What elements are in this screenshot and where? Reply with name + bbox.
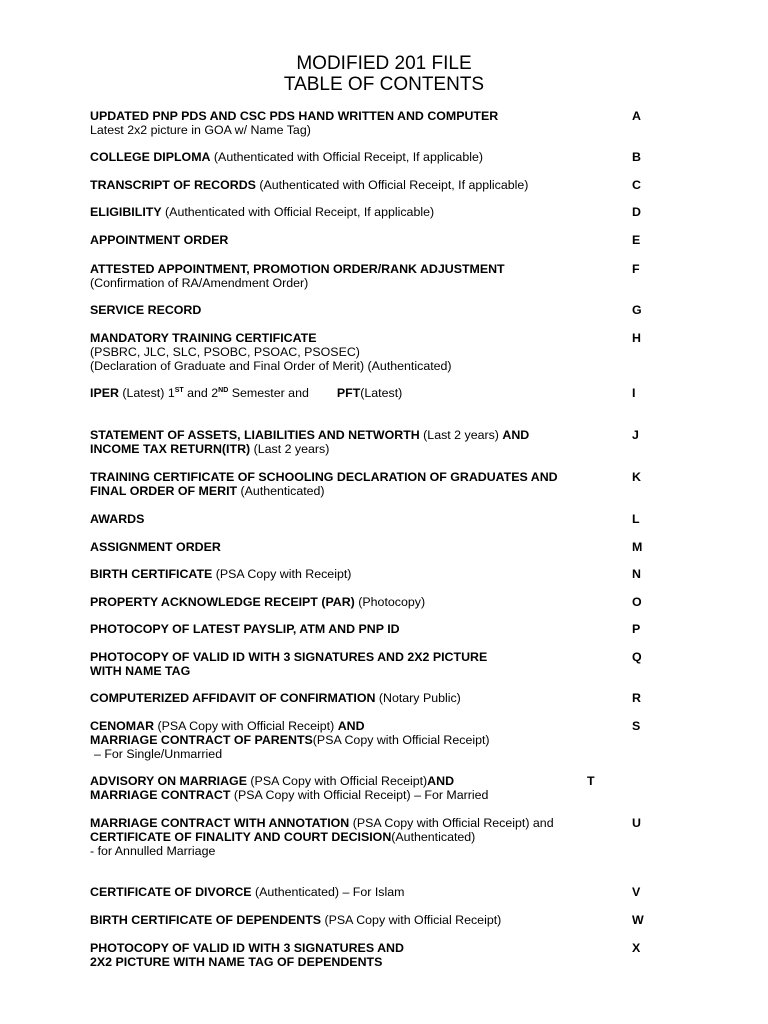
entry-detail: (Authenticated) — [240, 484, 325, 498]
entry-heading: SERVICE RECORD — [90, 303, 202, 317]
toc-entry-d — [90, 205, 620, 219]
entry-heading: CERTIFICATE OF DIVORCE — [90, 885, 252, 899]
document-subtitle: TABLE OF CONTENTS — [283, 74, 485, 95]
entry-detail: Semester and — [231, 386, 309, 400]
entry-detail: (PSA Copy with Official Receipt) — [324, 913, 502, 927]
toc-entry-f — [90, 262, 620, 290]
toc-letter-i: I — [632, 386, 636, 400]
toc-letter-k: K — [632, 470, 641, 484]
ordinal-suffix: ST — [174, 387, 184, 394]
toc-entry-t — [90, 774, 620, 802]
toc-entry-b — [90, 150, 620, 164]
entry-heading-2: MARRIAGE CONTRACT — [90, 788, 231, 802]
toc-letter-u: U — [632, 816, 641, 830]
toc-entry-j — [90, 428, 620, 456]
entry-detail-2: (Declaration of Graduate and Final Order of Merit) (Authenticated) — [90, 359, 452, 373]
entry-heading: BIRTH CERTIFICATE OF DEPENDENTS — [90, 913, 322, 927]
entry-heading-tail: AND — [502, 428, 530, 442]
entry-heading: AWARDS — [90, 512, 145, 526]
toc-entry-r — [90, 691, 620, 705]
entry-detail: (PSA Copy with Official Receipt) – For Married — [233, 788, 489, 802]
entry-detail: (Authenticated with Official Receipt, If applicable) — [165, 205, 435, 219]
entry-heading-2: MARRIAGE CONTRACT OF PARENTS — [90, 733, 313, 747]
entry-heading-2: FINAL ORDER OF MERIT — [90, 484, 238, 498]
toc-entry-p — [90, 622, 620, 636]
entry-heading: MARRIAGE CONTRACT WITH ANNOTATION — [90, 816, 350, 830]
toc-entry-e — [90, 233, 620, 247]
toc-entry-u — [90, 816, 620, 858]
toc-entry-v — [90, 885, 620, 899]
entry-heading: CENOMAR — [90, 719, 155, 733]
entry-heading-2: PFT — [336, 386, 361, 400]
toc-entry-h — [90, 331, 620, 373]
toc-letter-q: Q — [632, 650, 642, 664]
toc-letter-c: C — [632, 178, 641, 192]
toc-entry-k — [90, 470, 620, 498]
entry-detail: (Photocopy) — [358, 595, 426, 609]
entry-heading: ELIGIBILITY — [90, 205, 162, 219]
entry-detail: (Authenticated with Official Receipt, If applicable) — [259, 178, 529, 192]
toc-entry-o — [90, 595, 620, 609]
entry-heading: ASSIGNMENT ORDER — [90, 540, 221, 554]
entry-heading-2: CERTIFICATE OF FINALITY AND COURT DECISION — [90, 830, 392, 844]
toc-entry-g — [90, 303, 620, 317]
toc-letter-n: N — [632, 567, 641, 581]
entry-heading: ATTESTED APPOINTMENT, PROMOTION ORDER/RANK ADJUSTMENT — [90, 262, 505, 276]
entry-heading-tail: AND — [337, 719, 365, 733]
toc-letter-o: O — [632, 595, 642, 609]
entry-heading: APPOINTMENT ORDER — [90, 233, 229, 247]
entry-detail: (Latest) 1 — [122, 386, 175, 400]
ordinal-suffix: ND — [218, 387, 229, 394]
toc-letter-s: S — [632, 719, 641, 733]
entry-heading: COMPUTERIZED AFFIDAVIT OF CONFIRMATION — [90, 691, 376, 705]
entry-heading: BIRTH CERTIFICATE — [90, 567, 213, 581]
entry-heading: PHOTOCOPY OF VALID ID WITH 3 SIGNATURES AND 2X2 PICTURE — [90, 650, 488, 664]
entry-detail: (PSA Copy with Official Receipt) — [250, 774, 428, 788]
entry-detail: (Authenticated) – For Islam — [255, 885, 405, 899]
toc-letter-f: F — [632, 262, 640, 276]
toc-letter-x: X — [632, 941, 641, 955]
toc-entry-m — [90, 540, 620, 554]
entry-heading: COLLEGE DIPLOMA — [90, 150, 211, 164]
toc-letter-p: P — [632, 622, 641, 636]
toc-entry-c — [90, 178, 620, 192]
entry-heading: PROPERTY ACKNOWLEDGE RECEIPT (PAR) — [90, 595, 355, 609]
entry-heading: ADVISORY ON MARRIAGE — [90, 774, 247, 788]
toc-letter-j: J — [632, 428, 639, 442]
entry-heading-2: 2X2 PICTURE WITH NAME TAG OF DEPENDENTS — [90, 955, 383, 969]
toc-letter-d: D — [632, 205, 641, 219]
toc-letter-m: M — [632, 540, 643, 554]
entry-heading-2: INCOME TAX RETURN(ITR) — [90, 442, 251, 456]
toc-letter-h: H — [632, 331, 641, 345]
toc-entry-q — [90, 650, 620, 678]
entry-heading-2: WITH NAME TAG — [90, 664, 191, 678]
toc-entry-x — [90, 941, 620, 969]
entry-detail: (Confirmation of RA/Amendment Order) — [90, 276, 309, 290]
entry-detail: (Notary Public) — [378, 691, 461, 705]
entry-detail: (Last 2 years) — [253, 442, 330, 456]
toc-entry-a — [90, 109, 620, 137]
toc-letter-t: T — [587, 774, 595, 788]
toc-letter-g: G — [632, 303, 642, 317]
entry-detail: Latest 2x2 picture in GOA w/ Name Tag) — [90, 123, 311, 137]
entry-detail-2: - for Annulled Marriage — [90, 844, 216, 858]
document-title: MODIFIED 201 FILE — [296, 53, 472, 74]
entry-heading: PHOTOCOPY OF VALID ID WITH 3 SIGNATURES AND — [90, 941, 404, 955]
toc-letter-b: B — [632, 150, 641, 164]
entry-heading: TRANSCRIPT OF RECORDS — [90, 178, 256, 192]
toc-entry-i — [90, 386, 620, 400]
toc-letter-v: V — [632, 885, 641, 899]
toc-letter-l: L — [632, 512, 640, 526]
entry-detail: (PSA Copy with Official Receipt) — [157, 719, 335, 733]
entry-heading: PHOTOCOPY OF LATEST PAYSLIP, ATM AND PNP ID — [90, 622, 400, 636]
entry-detail: (PSA Copy with Official Receipt) and — [352, 816, 554, 830]
entry-heading: IPER — [90, 386, 119, 400]
entry-detail-2: – For Single/Unmarried — [94, 747, 223, 761]
entry-heading-tail: AND — [427, 774, 455, 788]
toc-entry-l — [90, 512, 620, 526]
entry-detail: (PSA Copy with Receipt) — [215, 567, 352, 581]
entry-detail: (PSBRC, JLC, SLC, PSOBC, PSOAC, PSOSEC) — [90, 345, 360, 359]
toc-letter-a: A — [632, 109, 641, 123]
entry-detail: (Latest) — [360, 386, 403, 400]
entry-heading: MANDATORY TRAINING CERTIFICATE — [90, 331, 317, 345]
toc-entry-s — [90, 719, 620, 761]
entry-heading: UPDATED PNP PDS AND CSC PDS HAND WRITTEN AND COMPUTER — [90, 109, 499, 123]
entry-detail: (Authenticated with Official Receipt, If applicable) — [213, 150, 483, 164]
toc-letter-e: E — [632, 233, 641, 247]
entry-heading: TRAINING CERTIFICATE OF SCHOOLING DECLARATION OF GRADUATES AND — [90, 470, 558, 484]
entry-detail: and 2 — [187, 386, 219, 400]
entry-detail: (PSA Copy with Official Receipt) — [312, 733, 490, 747]
entry-detail: (Last 2 years) — [423, 428, 499, 442]
toc-letter-r: R — [632, 691, 641, 705]
toc-letter-w: W — [632, 913, 644, 927]
entry-heading: STATEMENT OF ASSETS, LIABILITIES AND NETWORTH — [90, 428, 420, 442]
toc-entry-n — [90, 567, 620, 581]
entry-detail: (Authenticated) — [391, 830, 476, 844]
toc-entry-w — [90, 913, 620, 927]
